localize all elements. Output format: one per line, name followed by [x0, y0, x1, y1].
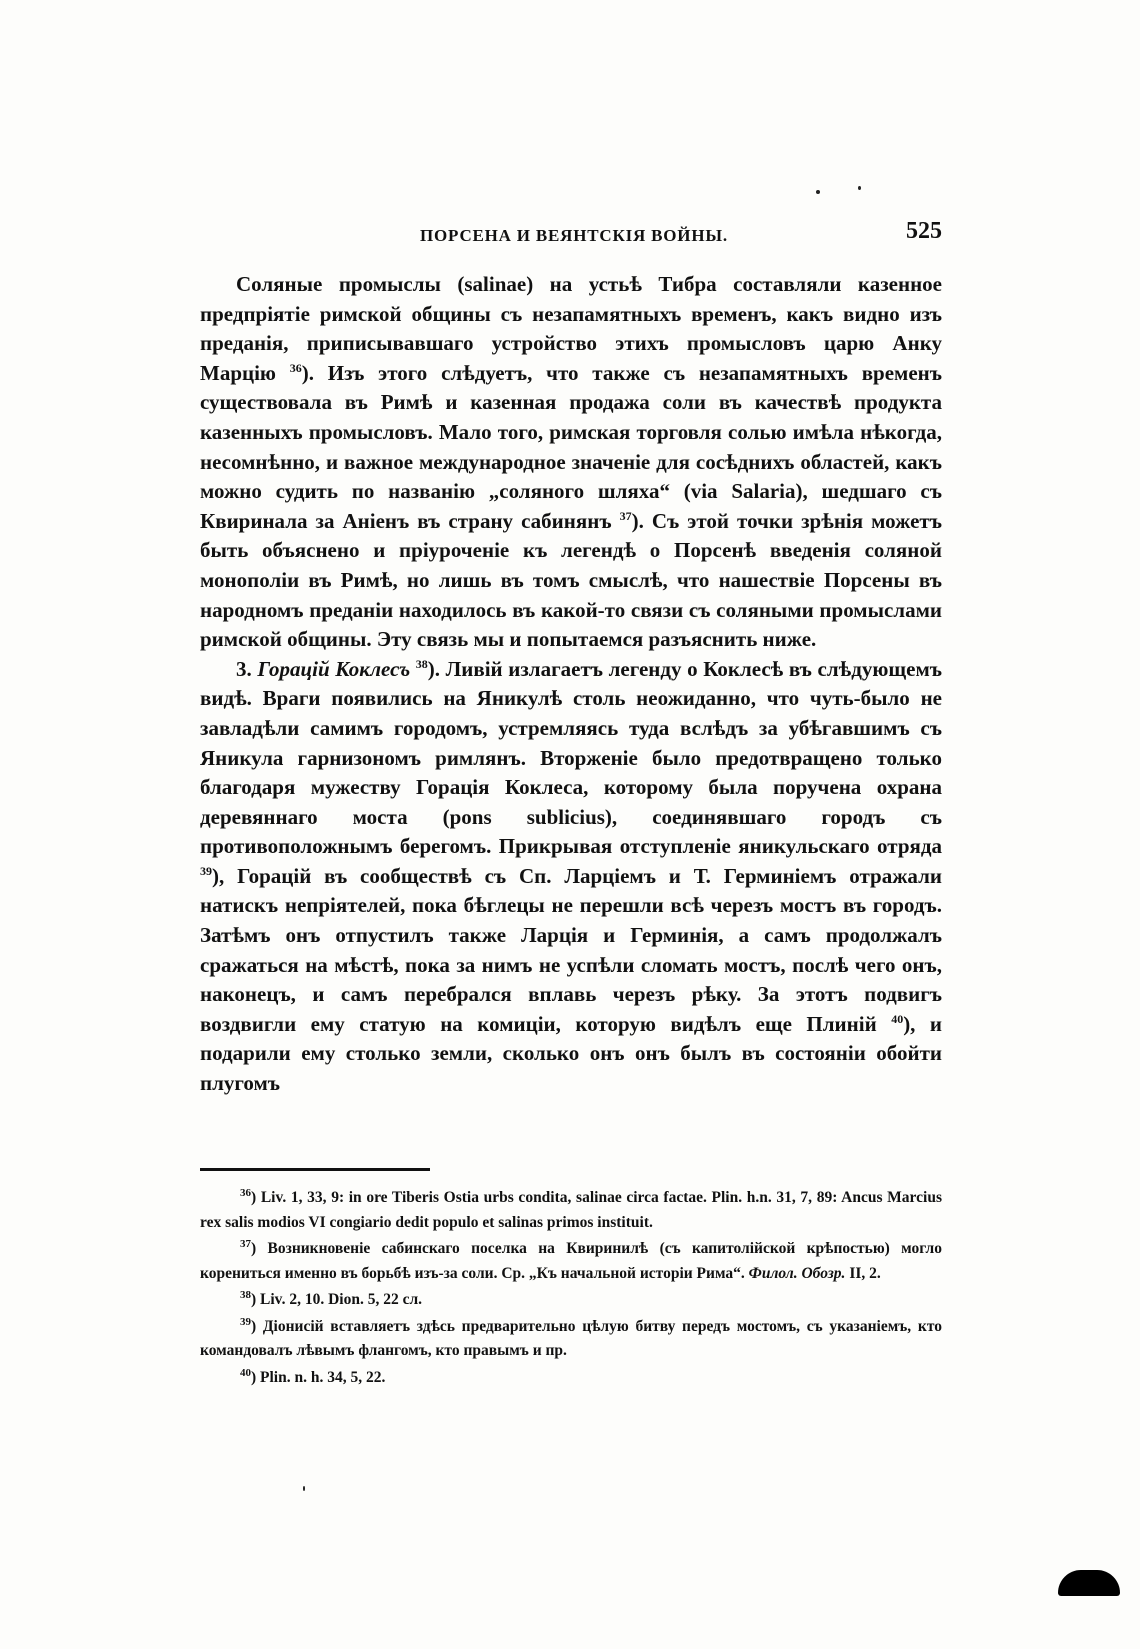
footnote [200, 1366, 942, 1391]
footnote [200, 1288, 942, 1313]
running-head: ПОРСЕНА И ВЕЯНТСКІЯ ВОЙНЫ. [420, 226, 728, 245]
paragraph-salt-trade [200, 270, 942, 655]
footnote-mark: 37 [240, 1237, 251, 1250]
footnote [200, 1237, 942, 1286]
footnote-separator [200, 1168, 430, 1171]
footnote-mark: 38 [240, 1288, 251, 1301]
footnote-journal: Филол. Обозр. [748, 1264, 846, 1282]
footnote-ref: 38 [415, 656, 428, 671]
section-number: 3. [236, 656, 252, 681]
paragraph-text: ), Горацій въ сообществѣ съ Сп. Ларціемъ и Т. Герминіемъ отражали натискъ непріятелей, пока бѣглецы не перешли всѣ черезъ мостъ въ городъ. Затѣмъ онъ отпустилъ также Ларція и Герминія, а самъ продолжалъ сражаться на мѣстѣ, пока за нимъ не успѣли сломать мостъ, послѣ чего онъ, наконецъ, и самъ перебрался вплавь черезъ рѣку. За этотъ подвигъ воздвигли ему статую на комиціи, которую видѣлъ еще Плиній [200, 863, 942, 1036]
scan-speck [858, 186, 861, 190]
footnote-mark: 39 [240, 1315, 251, 1328]
paragraph-text: ). Съ этой точки зрѣнія можетъ быть объяснено и пріуроченіе къ легендѣ о Порсенѣ введенія соляной монополіи въ Римѣ, но лишь въ томъ смыслѣ, что нашествіе Порсены въ народномъ преданіи находилось въ какой-то связи съ соляными промыслами римской общины. Эту связь мы и попытаемся разъяснить ниже. [200, 508, 942, 652]
footnote-ref: 36 [289, 360, 302, 375]
section-title: Горацій Коклесъ [257, 656, 411, 681]
scan-speck [303, 1486, 305, 1491]
footnote-text: ) Plin. n. h. 34, 5, 22. [251, 1368, 386, 1386]
page-number: 525 [906, 218, 942, 244]
footnote-ref: 40 [891, 1011, 904, 1026]
footnote-ref: 39 [200, 863, 212, 878]
footnote-mark: 40 [240, 1366, 251, 1379]
paragraph-text: ), и подарили ему столько земли, сколько онъ онъ былъ въ состояніи обойти плугомъ [200, 1011, 943, 1096]
paragraph-text: ). Изъ этого слѣдуетъ, что также съ незапамятныхъ временъ существовала въ Римѣ и казенная продажа соли въ качествѣ продукта казенныхъ промысловъ. Мало того, римская торговля солью имѣла нѣкогда, несомнѣнно, и важное международное значеніе для сосѣднихъ областей, какъ можно судить по названію „соляного шляха“ (via Salaria), шедшаго съ Квиринала за Аніенъ въ страну сабинянъ [200, 360, 942, 533]
footnote [200, 1186, 942, 1235]
paragraph-text: ). Ливій излагаетъ легенду о Коклесѣ въ слѣдующемъ видѣ. Враги появились на Яникулѣ столь неожиданно, что чуть-было не завладѣли самимъ городомъ, устремляясь туда вслѣдъ за убѣгавшимъ съ Яникула гарнизономъ римлянъ. Вторженіе было предотвращено только благодаря мужеству Горація Коклеса, которому была поручена охрана деревяннаго моста (pons sublicius), соединявшаго городъ съ противоположнымъ берегомъ. Прикрывая отступленіе яникульскаго отряда [200, 656, 942, 859]
main-text [200, 270, 942, 1099]
footnote-mark: 36 [240, 1186, 251, 1199]
scanner-thumb-mark [1058, 1570, 1120, 1596]
paragraph-horatius [200, 655, 942, 1099]
footnote-text: ) Возникновеніе сабинскаго поселка на Квиринилѣ (съ капитолійской крѣпостью) могло корениться именно въ борьбѣ изъ-за соли. Ср. „Къ начальной исторіи Рима“. [200, 1240, 942, 1282]
footnote-text: ) Liv. 1, 33, 9: in ore Tiberis Ostia urbs condita, salinae circa factae. Plin. h.n. 31, 7, 89: Ancus Marcius rex salis modios VI congiario dedit populo et salinas primos instituit. [200, 1189, 942, 1231]
scan-speck [816, 190, 820, 194]
page-header [200, 218, 942, 248]
footnote-ref: 37 [619, 508, 632, 523]
footnote-text: ) Діонисій вставляетъ здѣсь предварительно цѣлую битву передъ мостомъ, съ указаніемъ, кто командовалъ лѣвымъ флангомъ, кто правымъ и пр. [200, 1317, 942, 1359]
footnotes [200, 1186, 942, 1392]
paragraph-text: Соляные промыслы (salinae) на устьѣ Тибра составляли казенное предпріятіе римской общины съ незапамятныхъ временъ, какъ видно изъ преданія, приписывавшаго устройство этихъ промысловъ царю Анку Марцію [200, 272, 942, 385]
footnote [200, 1315, 942, 1364]
footnote-text: ) Liv. 2, 10. Dion. 5, 22 сл. [251, 1291, 423, 1308]
footnote-text: II, 2. [849, 1264, 881, 1282]
